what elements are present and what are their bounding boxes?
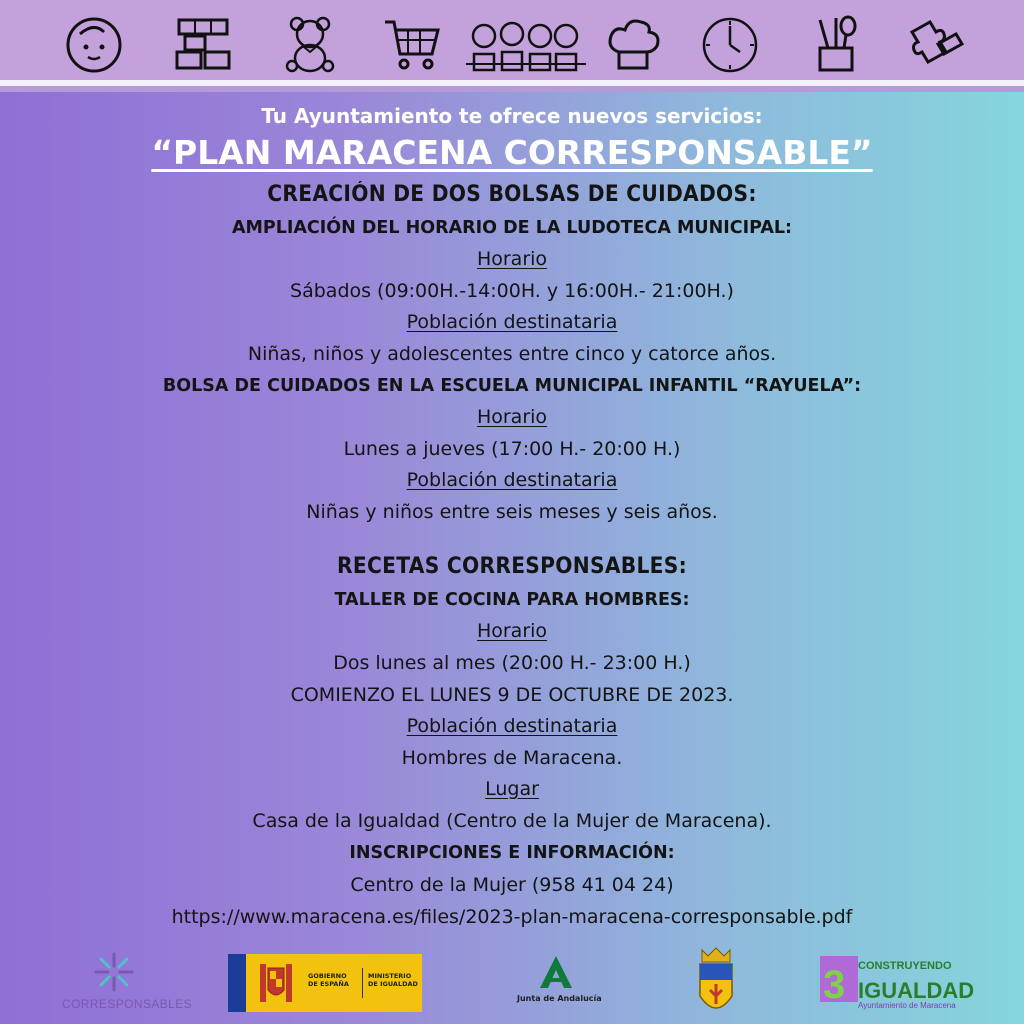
maracena-coat-of-arms-icon (694, 946, 738, 1020)
building-blocks-icon (173, 14, 233, 74)
rayuela-heading: BOLSA DE CUIDADOS EN LA ESCUELA MUNICIPAL INFANTIL “RAYUELA”: (162, 376, 862, 396)
ludoteca-horario-label: Horario (476, 248, 548, 270)
page-title: “PLAN MARACENA CORRESPONSABLE” (151, 133, 873, 172)
kitchen-utensils-icon (806, 14, 866, 74)
icon-header-bar (0, 0, 1024, 80)
rayuela-poblacion-label: Población destinataria (406, 469, 618, 491)
rayuela-poblacion: Niñas y niños entre seis meses y seis años. (306, 501, 718, 523)
children-group-icon (466, 14, 586, 74)
junta-andalucia-icon (536, 952, 576, 992)
ludoteca-poblacion: Niñas, niños y adolescentes entre cinco y catorce años. (247, 343, 777, 365)
taller-horario: Dos lunes al mes (20:00 H.- 23:00 H.) (333, 652, 691, 674)
section-heading-recetas: RECETAS CORRESPONSABLES: (337, 554, 687, 579)
gobierno-ministerio-logo (228, 954, 422, 1012)
corresponsables-logo-text: CORRESPONSABLES (62, 997, 193, 1011)
taller-lugar-label: Lugar (485, 778, 539, 800)
ludoteca-poblacion-label: Población destinataria (406, 311, 618, 333)
contact-info: Centro de la Mujer (958 41 04 24) (350, 874, 674, 896)
construyendo-igualdad-icon (820, 954, 860, 1004)
junta-andalucia-text: Junta de Andalucía (517, 994, 602, 1003)
corresponsables-logo-icon (92, 950, 136, 994)
taller-horario-label: Horario (476, 620, 548, 642)
header-divider-accent (0, 86, 1024, 92)
ministerio-text: MINISTERIO DE IGUALDAD (368, 972, 418, 988)
rayuela-horario-label: Horario (476, 406, 548, 428)
igualdad-text: IGUALDAD (858, 978, 975, 1003)
spain-coat-of-arms-icon (256, 962, 296, 1004)
eu-flag-icon (228, 954, 246, 1012)
section-heading-cuidados: CREACIÓN DE DOS BOLSAS DE CUIDADOS: (267, 182, 757, 207)
inscripciones-heading: INSCRIPCIONES E INFORMACIÓN: (349, 843, 675, 863)
ayuntamiento-maracena-text: Ayuntamiento de Maracena (858, 1001, 956, 1010)
taller-poblacion: Hombres de Maracena. (401, 747, 623, 769)
taller-heading: TALLER DE COCINA PARA HOMBRES: (334, 590, 690, 610)
taller-lugar: Casa de la Igualdad (Centro de la Mujer de Maracena). (252, 810, 772, 832)
ludoteca-horario: Sábados (09:00H.-14:00H. y 16:00H.- 21:00H.) (290, 280, 734, 302)
intro-text: Tu Ayuntamiento te ofrece nuevos servicios: (261, 104, 763, 128)
shopping-cart-icon (382, 14, 442, 74)
svg-text:3: 3 (823, 963, 846, 1004)
ludoteca-heading: AMPLIACIÓN DEL HORARIO DE LA LUDOTECA MUNICIPAL: (231, 218, 793, 238)
taller-comienzo: COMIENZO EL LUNES 9 DE OCTUBRE DE 2023. (290, 684, 734, 706)
rayuela-horario: Lunes a jueves (17:00 H.- 20:00 H.) (343, 438, 681, 460)
construyendo-text: CONSTRUYENDO (858, 960, 952, 972)
sponsor-logos (0, 940, 1024, 1024)
info-url-link[interactable]: https://www.maracena.es/files/2023-plan-maracena-corresponsable.pdf (171, 906, 853, 928)
clock-icon (700, 14, 760, 74)
baby-face-icon (64, 14, 124, 74)
gobierno-text: GOBIERNO DE ESPAÑA (308, 972, 349, 988)
main-content (0, 100, 1024, 933)
puzzle-icon (906, 14, 966, 74)
teddy-bear-icon (280, 14, 340, 74)
taller-poblacion-label: Población destinataria (406, 715, 618, 737)
chef-hat-icon (603, 14, 663, 74)
